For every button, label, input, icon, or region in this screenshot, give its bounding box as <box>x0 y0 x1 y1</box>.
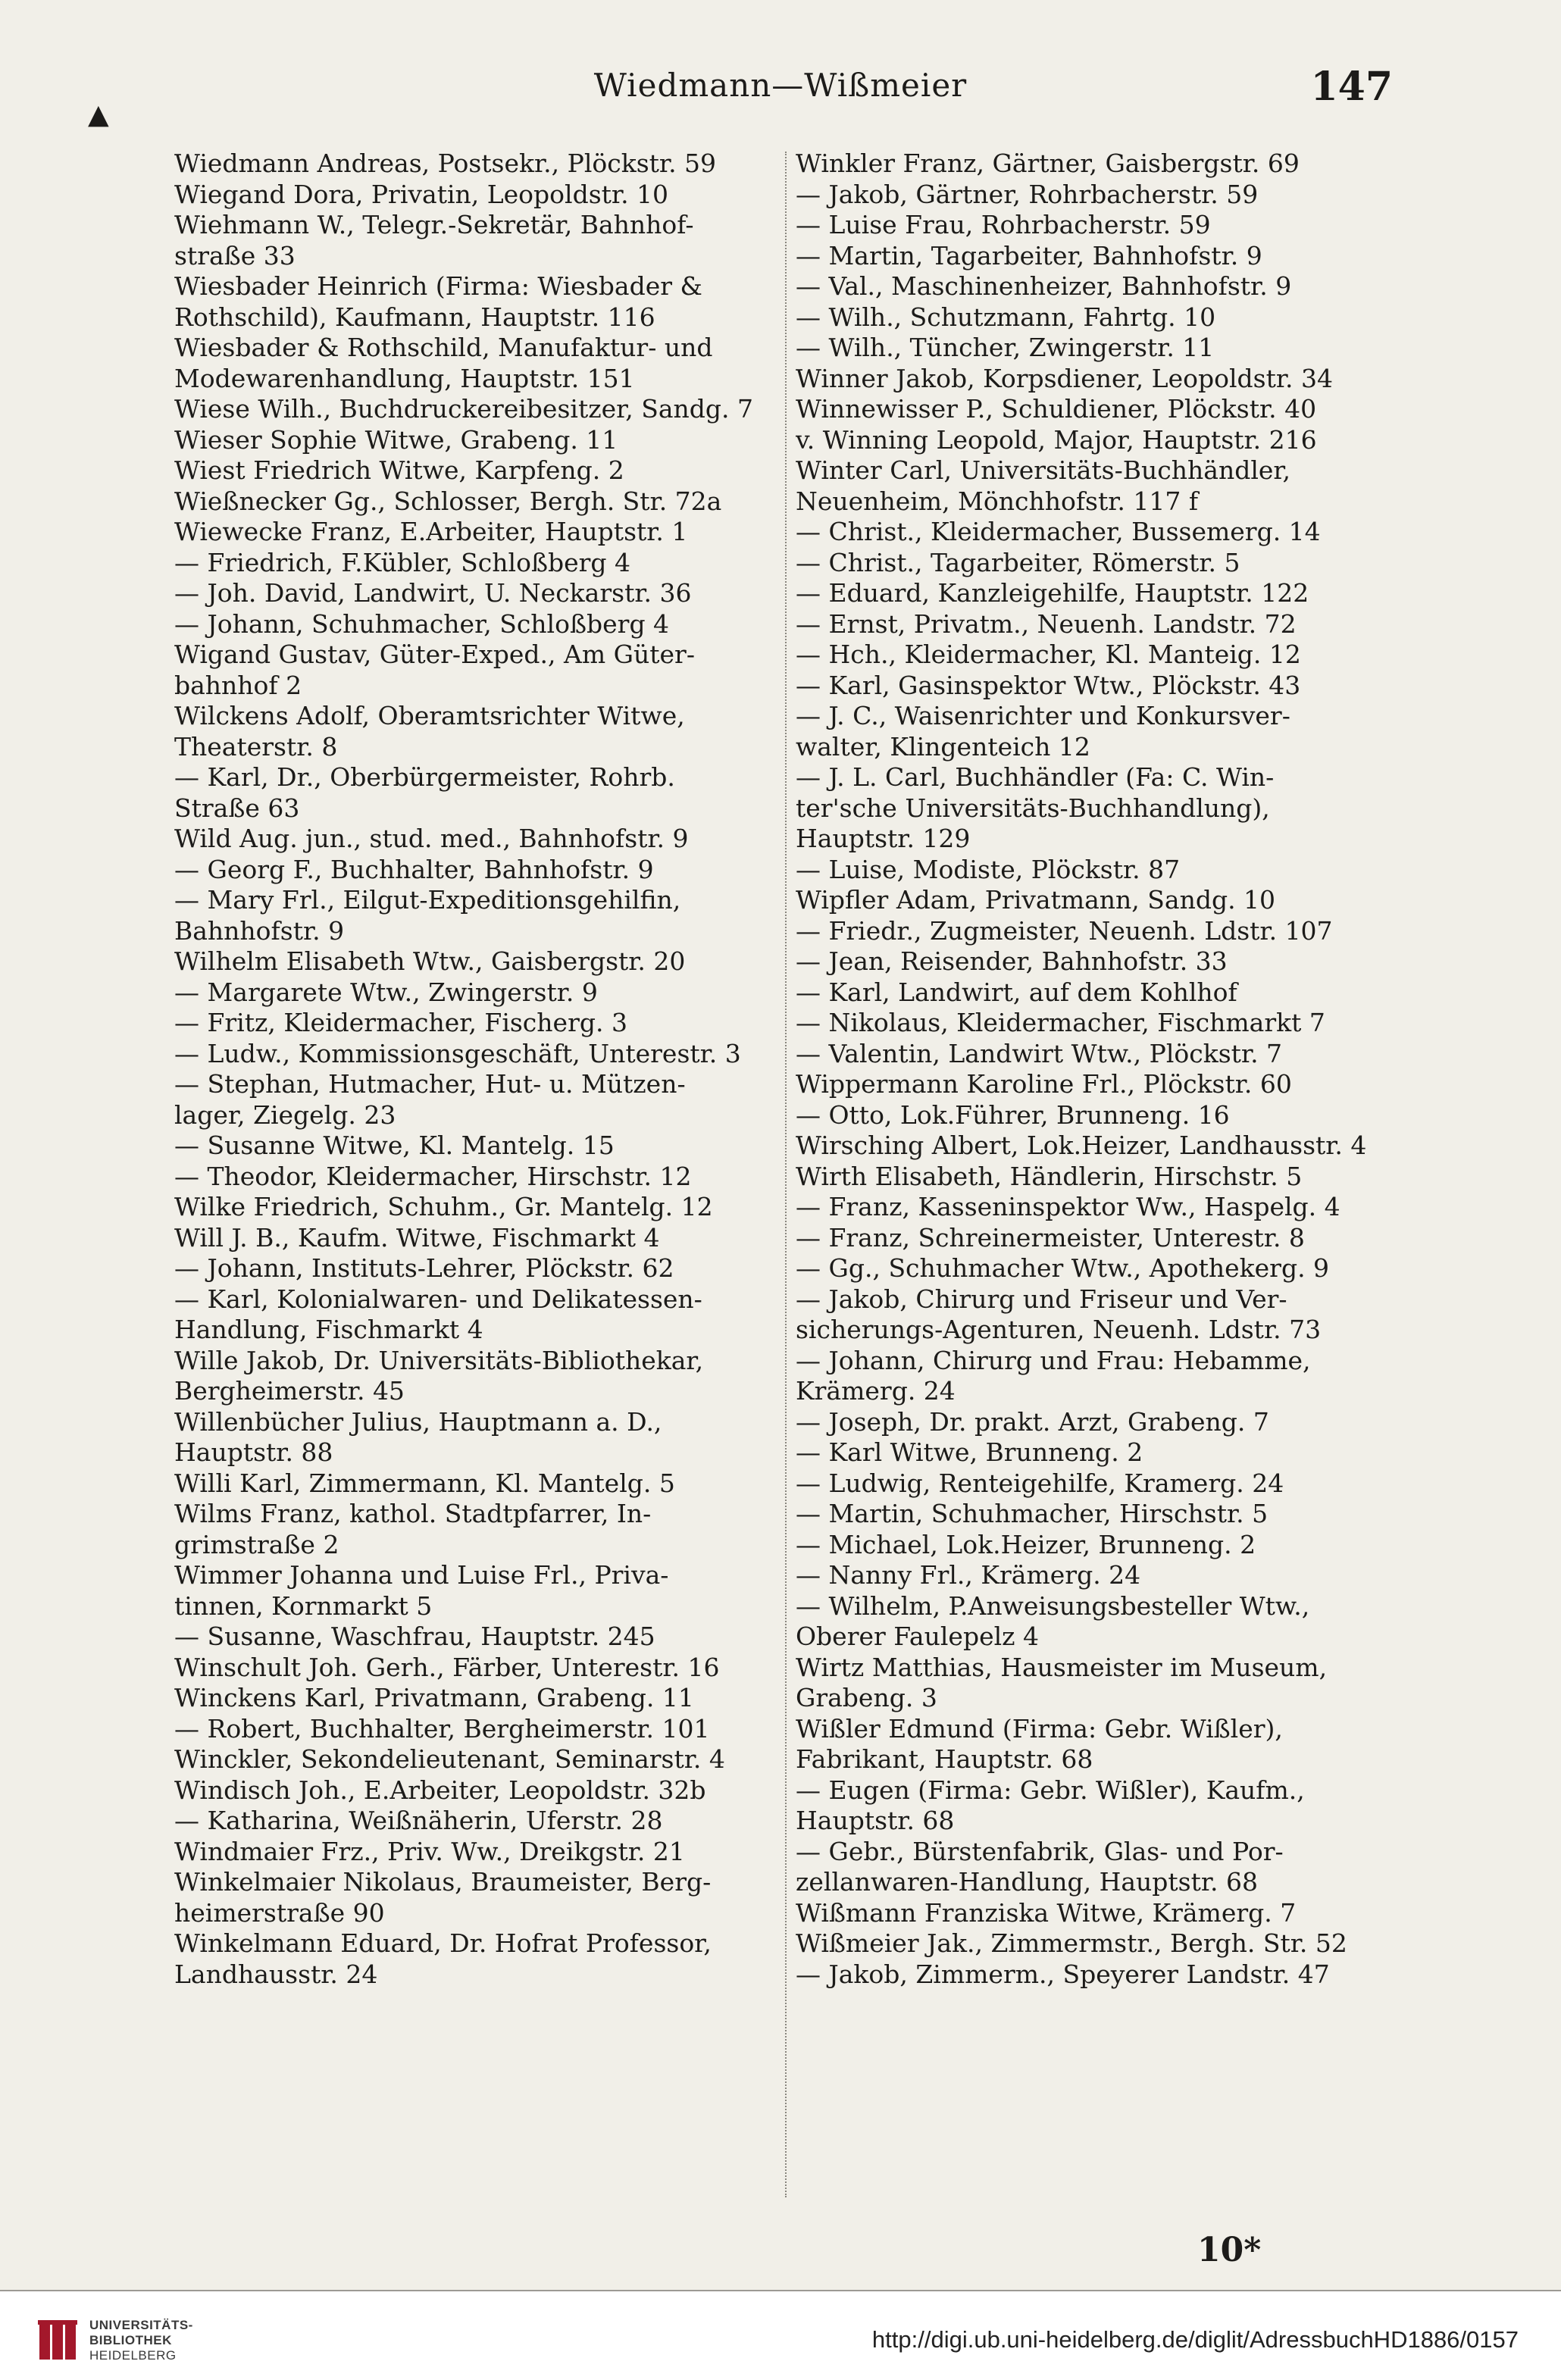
logo-line-2: BIBLIOTHEK <box>89 2333 172 2347</box>
directory-entry-line: zellanwaren-Handlung, Hauptstr. 68 <box>796 1867 1258 1897</box>
directory-entry-line: Wiese Wilh., Buchdruckereibesitzer, Sandg. 7 <box>174 394 754 424</box>
directory-entry-line: — Nikolaus, Kleidermacher, Fischmarkt 7 <box>796 1008 1325 1037</box>
directory-entry-line: Wieser Sophie Witwe, Grabeng. 11 <box>174 424 618 455</box>
directory-entry-line: — Wilh., Tüncher, Zwingerstr. 11 <box>796 333 1215 362</box>
directory-entry-line: — Val., Maschinenheizer, Bahnhofstr. 9 <box>796 271 1292 301</box>
directory-entry-line: — Otto, Lok.Führer, Brunneng. 16 <box>796 1099 1230 1130</box>
directory-entry-line: — Ernst, Privatm., Neuenh. Landstr. 72 <box>796 608 1297 639</box>
directory-entry-line: v. Winning Leopold, Major, Hauptstr. 216 <box>796 424 1317 455</box>
directory-entry-line: Wiesbader Heinrich (Firma: Wiesbader & <box>174 271 702 301</box>
directory-entry-line: — Karl, Gasinspektor Wtw., Plöckstr. 43 <box>796 670 1301 700</box>
directory-entry-line: — Johann, Instituts-Lehrer, Plöckstr. 62 <box>174 1253 674 1283</box>
directory-entry-line: — Margarete Wtw., Zwingerstr. 9 <box>174 977 598 1007</box>
directory-entry-line: — Gebr., Bürstenfabrik, Glas- und Por- <box>796 1836 1284 1866</box>
directory-entry-line: grimstraße 2 <box>174 1529 339 1559</box>
directory-entry-line: Winkler Franz, Gärtner, Gaisbergstr. 69 <box>796 149 1300 178</box>
directory-entry-line: — Franz, Schreinermeister, Unterestr. 8 <box>796 1222 1305 1253</box>
directory-entry-line: ter'sche Universitäts-Buchhandlung), <box>796 793 1270 823</box>
directory-entry-line: — Jean, Reisender, Bahnhofstr. 33 <box>796 946 1228 976</box>
directory-entry-line: Neuenheim, Mönchhofstr. 117 f <box>796 486 1199 516</box>
library-logo-icon <box>38 2320 77 2363</box>
directory-entry-line: — Karl, Dr., Oberbürgermeister, Rohrb. <box>174 762 675 792</box>
directory-entry-line: — Theodor, Kleidermacher, Hirschstr. 12 <box>174 1161 692 1191</box>
directory-entry-line: — Eduard, Kanzleigehilfe, Hauptstr. 122 <box>796 578 1309 608</box>
directory-entry-line: Wigand Gustav, Güter-Exped., Am Güter- <box>174 640 695 669</box>
logo-line-1: UNIVERSITÄTS- <box>89 2318 193 2332</box>
directory-entry-line: — Nanny Frl., Krämerg. 24 <box>796 1560 1141 1590</box>
page-header-title: Wiedmann—Wißmeier <box>593 67 968 104</box>
page-number: 147 <box>1310 64 1393 110</box>
directory-entry-line: — Christ., Kleidermacher, Bussemerg. 14 <box>796 517 1321 546</box>
directory-entry-line: Bahnhofstr. 9 <box>174 915 345 946</box>
directory-entry-line: — Ludwig, Renteigehilfe, Kramerg. 24 <box>796 1468 1284 1498</box>
directory-entry-line: — Eugen (Firma: Gebr. Wißler), Kaufm., <box>796 1775 1305 1805</box>
logo-line-3: HEIDELBERG <box>89 2348 177 2363</box>
directory-entry-line: Wiegand Dora, Privatin, Leopoldstr. 10 <box>174 179 669 209</box>
directory-entry-line: Modewarenhandlung, Hauptstr. 151 <box>174 363 635 393</box>
directory-entry-line: — Mary Frl., Eilgut-Expeditionsgehilfin, <box>174 885 681 915</box>
directory-entry-line: tinnen, Kornmarkt 5 <box>174 1590 433 1621</box>
directory-entry-line: lager, Ziegelg. 23 <box>174 1099 396 1130</box>
directory-entry-line: — Michael, Lok.Heizer, Brunneng. 2 <box>796 1529 1256 1559</box>
directory-entry-line: — Robert, Buchhalter, Bergheimerstr. 101 <box>174 1713 710 1744</box>
directory-entry-line: — Wilh., Schutzmann, Fahrtg. 10 <box>796 302 1216 332</box>
directory-entry-line: — Joseph, Dr. prakt. Arzt, Grabeng. 7 <box>796 1406 1269 1437</box>
directory-entry-line: — Joh. David, Landwirt, U. Neckarstr. 36 <box>174 578 692 608</box>
directory-entry-line: Windmaier Frz., Priv. Ww., Dreikgstr. 21 <box>174 1836 685 1866</box>
directory-entry-line: Oberer Faulepelz 4 <box>796 1622 1040 1651</box>
directory-entry-line: Grabeng. 3 <box>796 1683 937 1712</box>
directory-entry-line: — Martin, Schuhmacher, Hirschstr. 5 <box>796 1499 1269 1528</box>
directory-entry-line: Wippermann Karoline Frl., Plöckstr. 60 <box>796 1069 1292 1099</box>
directory-entry-line: Straße 63 <box>174 793 300 823</box>
directory-entry-line: — Jakob, Zimmerm., Speyerer Landstr. 47 <box>796 1959 1330 1989</box>
directory-entry-line: Krämerg. 24 <box>796 1376 956 1406</box>
directory-entry-line: Willi Karl, Zimmermann, Kl. Mantelg. 5 <box>174 1468 675 1498</box>
directory-entry-line: — Johann, Schuhmacher, Schloßberg 4 <box>174 608 670 639</box>
directory-entry-line: Wilms Franz, kathol. Stadtpfarrer, In- <box>174 1499 652 1528</box>
directory-entry-line: Rothschild), Kaufmann, Hauptstr. 116 <box>174 302 655 332</box>
directory-entry-line: — Luise, Modiste, Plöckstr. 87 <box>796 854 1181 884</box>
directory-entry-line: heimerstraße 90 <box>174 1897 385 1928</box>
right-column <box>796 149 1417 2210</box>
directory-entry-line: — Jakob, Gärtner, Rohrbacherstr. 59 <box>796 179 1259 209</box>
directory-entry-line: — Friedrich, F.Kübler, Schloßberg 4 <box>174 547 631 577</box>
directory-entry-line: — Martin, Tagarbeiter, Bahnhofstr. 9 <box>796 240 1262 271</box>
library-logo-text <box>89 2318 193 2363</box>
directory-entry-line: Wiewecke Franz, E.Arbeiter, Hauptstr. 1 <box>174 517 688 546</box>
directory-entry-line: bahnhof 2 <box>174 670 302 700</box>
directory-entry-line: Winckler, Sekondelieutenant, Seminarstr. 4 <box>174 1744 725 1774</box>
directory-entry-line: Wißmann Franziska Witwe, Krämerg. 7 <box>796 1897 1297 1928</box>
directory-entry-line: — Johann, Chirurg und Frau: Hebamme, <box>796 1345 1311 1375</box>
directory-entry-line: Wilke Friedrich, Schuhm., Gr. Mantelg. 12 <box>174 1192 713 1221</box>
directory-entry-line: Windisch Joh., E.Arbeiter, Leopoldstr. 32b <box>174 1775 706 1805</box>
directory-entry-line: — Jakob, Chirurg und Friseur und Ver- <box>796 1284 1287 1314</box>
directory-entry-line: — Franz, Kasseninspektor Ww., Haspelg. 4 <box>796 1192 1340 1221</box>
directory-entry-line: — Katharina, Weißnäherin, Uferstr. 28 <box>174 1806 663 1835</box>
directory-entry-line: Hauptstr. 88 <box>174 1437 333 1467</box>
directory-entry-line: Wimmer Johanna und Luise Frl., Priva- <box>174 1560 669 1590</box>
directory-entry-line: — Wilhelm, P.Anweisungsbesteller Wtw., <box>796 1590 1310 1621</box>
directory-entry-line: — Georg F., Buchhalter, Bahnhofstr. 9 <box>174 854 654 884</box>
directory-entry-line: Wiest Friedrich Witwe, Karpfeng. 2 <box>174 455 624 485</box>
directory-entry-line: — Karl, Landwirt, auf dem Kohlhof <box>796 977 1237 1007</box>
directory-entry-line: sicherungs-Agenturen, Neuenh. Ldstr. 73 <box>796 1315 1322 1344</box>
directory-entry-line: Winkelmann Eduard, Dr. Hofrat Professor, <box>174 1928 712 1958</box>
directory-entry-line: — Luise Frau, Rohrbacherstr. 59 <box>796 210 1211 239</box>
directory-entry-line: Wißler Edmund (Firma: Gebr. Wißler), <box>796 1713 1283 1744</box>
directory-entry-line: — Fritz, Kleidermacher, Fischerg. 3 <box>174 1008 627 1037</box>
directory-entry-line: — Hch., Kleidermacher, Kl. Manteig. 12 <box>796 640 1301 669</box>
directory-entry-line: Wild Aug. jun., stud. med., Bahnhofstr. 9 <box>174 824 689 853</box>
directory-entry-line: — J. L. Carl, Buchhändler (Fa: C. Win- <box>796 762 1275 792</box>
directory-entry-line: — Susanne Witwe, Kl. Mantelg. 15 <box>174 1131 615 1160</box>
directory-entry-line: Wiehmann W., Telegr.-Sekretär, Bahnhof- <box>174 210 694 239</box>
signature-mark: 10* <box>1197 2231 1262 2269</box>
directory-entry-line: — Friedr., Zugmeister, Neuenh. Ldstr. 107 <box>796 915 1333 946</box>
source-url-link[interactable]: http://digi.ub.uni-heidelberg.de/diglit/AdressbuchHD1886/0157 <box>871 2326 1519 2353</box>
directory-entry-line: Landhausstr. 24 <box>174 1959 378 1989</box>
directory-entry-line: Bergheimerstr. 45 <box>174 1376 405 1406</box>
directory-entry-line: Wipfler Adam, Privatmann, Sandg. 10 <box>796 885 1276 915</box>
directory-entry-line: Wirth Elisabeth, Händlerin, Hirschstr. 5 <box>796 1161 1303 1191</box>
directory-entry-line: — J. C., Waisenrichter und Konkursver- <box>796 701 1290 730</box>
directory-entry-line: Winschult Joh. Gerh., Färber, Unterestr. 16 <box>174 1652 720 1682</box>
directory-entry-line: Willenbücher Julius, Hauptmann a. D., <box>174 1406 662 1437</box>
directory-entry-line: Fabrikant, Hauptstr. 68 <box>796 1744 1093 1774</box>
directory-entry-line: Hauptstr. 129 <box>796 824 971 853</box>
directory-entry-line: Wiesbader & Rothschild, Manufaktur- und <box>174 333 713 362</box>
directory-entry-line: — Gg., Schuhmacher Wtw., Apothekerg. 9 <box>796 1253 1330 1283</box>
directory-entry-line: Hauptstr. 68 <box>796 1806 955 1835</box>
directory-entry-line: — Karl, Kolonialwaren- und Delikatessen- <box>174 1284 702 1314</box>
directory-entry-line: Wille Jakob, Dr. Universitäts-Bibliothekar, <box>174 1345 704 1375</box>
directory-entry-line: Handlung, Fischmarkt 4 <box>174 1315 483 1344</box>
footer-bar <box>0 2291 1561 2380</box>
directory-entry-line: — Christ., Tagarbeiter, Römerstr. 5 <box>796 547 1240 577</box>
directory-entry-line: Winkelmaier Nikolaus, Braumeister, Berg- <box>174 1867 712 1897</box>
directory-entry-line: Theaterstr. 8 <box>174 731 338 762</box>
directory-entry-line: — Susanne, Waschfrau, Hauptstr. 245 <box>174 1622 655 1651</box>
directory-entry-line: Winckens Karl, Privatmann, Grabeng. 11 <box>174 1683 694 1712</box>
left-column <box>174 149 780 2210</box>
directory-entry-line: Wilhelm Elisabeth Wtw., Gaisbergstr. 20 <box>174 946 686 976</box>
directory-entry-line: walter, Klingenteich 12 <box>796 731 1090 762</box>
directory-entry-line: straße 33 <box>174 240 296 271</box>
directory-entry-line: Wißmeier Jak., Zimmermstr., Bergh. Str. 52 <box>796 1928 1347 1958</box>
directory-entry-line: Wirsching Albert, Lok.Heizer, Landhausstr. 4 <box>796 1131 1367 1160</box>
directory-entry-line: Winter Carl, Universitäts-Buchhändler, <box>796 455 1291 485</box>
directory-entry-line: Wießnecker Gg., Schlosser, Bergh. Str. 72a <box>174 486 722 516</box>
corner-arrow-mark: ▲ <box>88 99 109 130</box>
directory-entry-line: — Karl Witwe, Brunneng. 2 <box>796 1437 1143 1467</box>
directory-entry-line: Will J. B., Kaufm. Witwe, Fischmarkt 4 <box>174 1222 660 1253</box>
directory-entry-line: — Stephan, Hutmacher, Hut- u. Mützen- <box>174 1069 686 1099</box>
directory-entry-line: Wirtz Matthias, Hausmeister im Museum, <box>796 1652 1328 1682</box>
directory-entry-line: — Valentin, Landwirt Wtw., Plöckstr. 7 <box>796 1038 1283 1068</box>
column-divider <box>785 152 787 2197</box>
directory-entry-line: Wilckens Adolf, Oberamtsrichter Witwe, <box>174 701 685 730</box>
directory-entry-line: Winner Jakob, Korpsdiener, Leopoldstr. 34 <box>796 363 1333 393</box>
directory-entry-line: Wiedmann Andreas, Postsekr., Plöckstr. 59 <box>174 149 717 178</box>
directory-entry-line: — Ludw., Kommissionsgeschäft, Unterestr. 3 <box>174 1038 741 1068</box>
directory-entry-line: Winnewisser P., Schuldiener, Plöckstr. 40 <box>796 394 1317 424</box>
